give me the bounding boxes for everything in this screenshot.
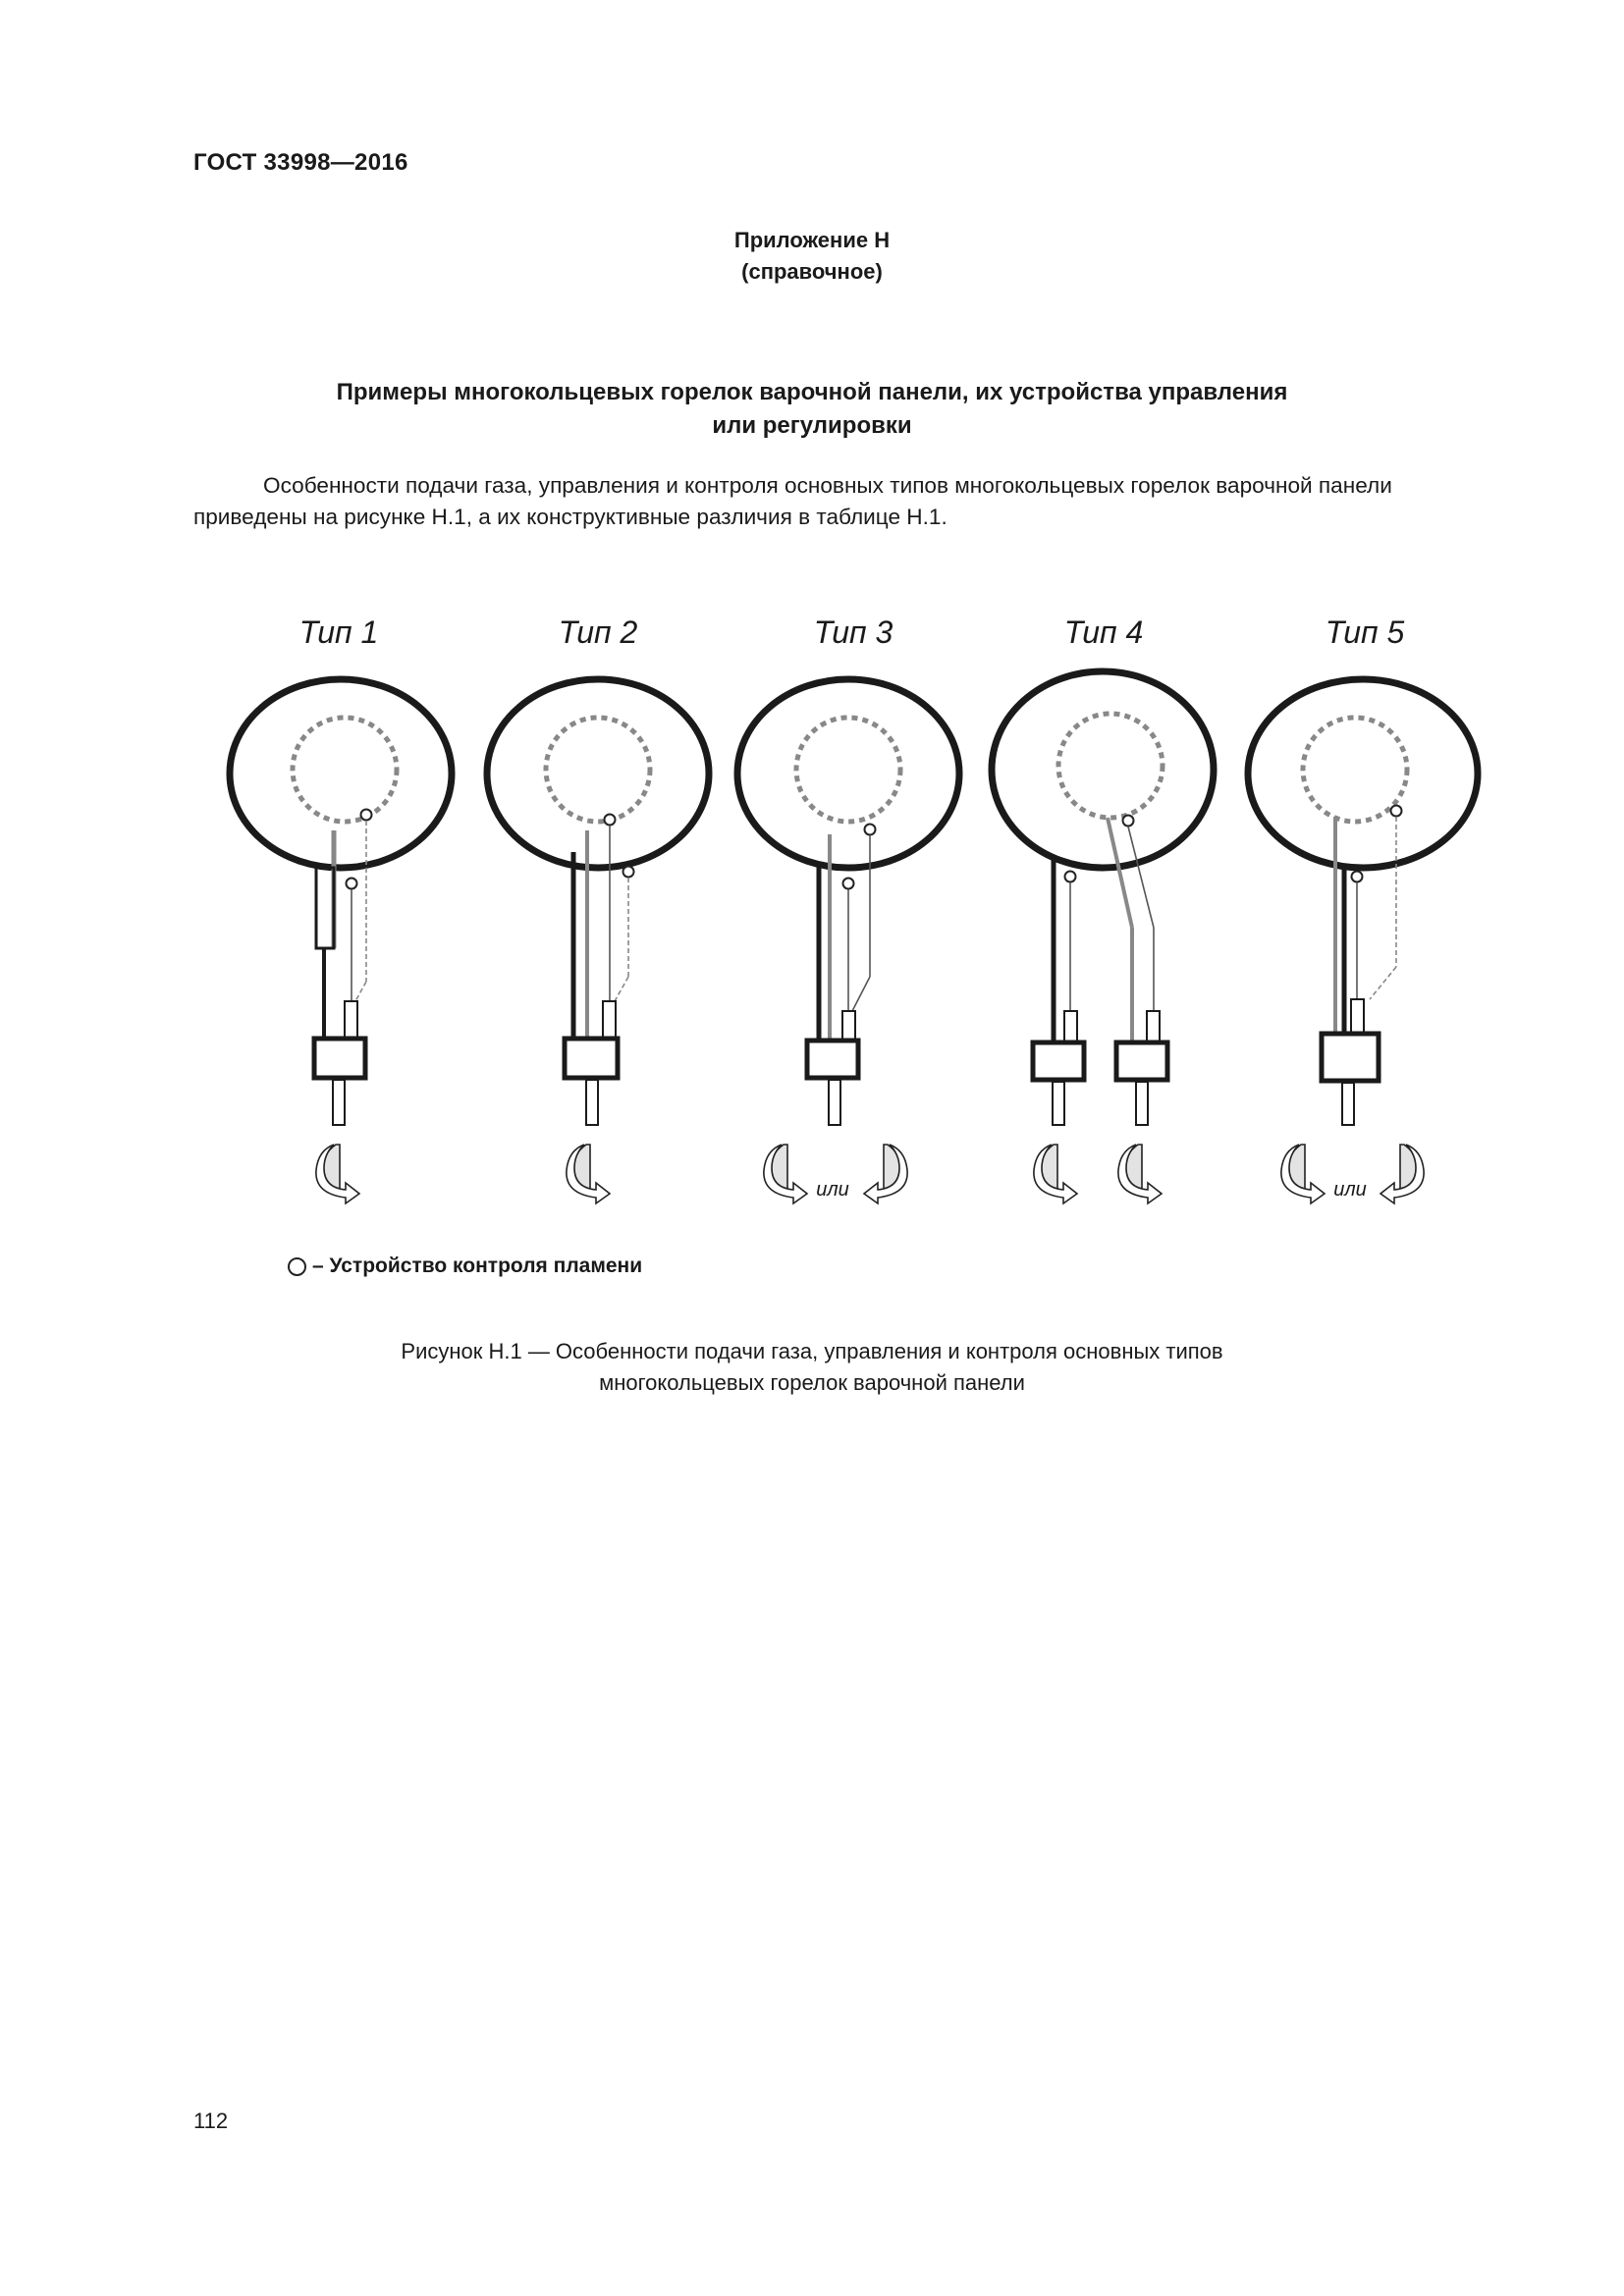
burner-type-5 (1248, 679, 1478, 1203)
burner-type-2 (487, 679, 709, 1203)
burner-type-4 (992, 671, 1214, 1203)
appendix-subtitle: (справочное) (741, 259, 883, 284)
legend-text: – Устройство контроля пламени (312, 1255, 643, 1277)
type-label-5: Тип 5 (1325, 614, 1405, 650)
or-label: или (816, 1179, 849, 1201)
outer-ring (737, 679, 959, 868)
burner-type-3 (737, 679, 959, 1203)
or-label: или (1333, 1179, 1367, 1201)
type-label-2: Тип 2 (558, 614, 638, 650)
rotate-ccw-icon (1281, 1145, 1325, 1203)
flame-control-icon (288, 1257, 306, 1276)
outer-ring (992, 671, 1214, 868)
section-title-line-1: Примеры многокольцевых горелок варочной панели, их устройства управления (336, 379, 1288, 405)
appendix-title: Приложение Н (733, 228, 891, 252)
outer-ring (1248, 679, 1478, 868)
outer-ring (230, 679, 452, 868)
page-number: 112 (193, 2109, 229, 2133)
rotate-ccw-icon (316, 1145, 359, 1203)
document-header: ГОСТ 33998—2016 (193, 149, 408, 176)
burner-type-1 (230, 679, 452, 1203)
type-label-3: Тип 3 (813, 614, 893, 650)
rotate-cw-icon (1380, 1145, 1424, 1203)
rotate-cw-icon (864, 1145, 907, 1203)
outer-ring (487, 679, 709, 868)
section-title-line-2: или регулировки (712, 412, 912, 439)
paragraph-line-1: Особенности подачи газа, управления и контроля основных типов многокольцевых горелок варочной панели (263, 473, 1392, 498)
figure-caption-line-2: многокольцевых горелок варочной панели (599, 1370, 1025, 1395)
type-label-1: Тип 1 (298, 614, 379, 650)
paragraph-line-2: приведены на рисунке Н.1, а их конструктивные различия в таблице Н.1. (193, 505, 947, 529)
rotate-ccw-icon (567, 1145, 610, 1203)
type-label-4: Тип 4 (1063, 614, 1144, 650)
rotate-ccw-icon (1034, 1145, 1077, 1203)
figure-caption-line-1: Рисунок Н.1 — Особенности подачи газа, управления и контроля основных типов (401, 1339, 1223, 1363)
figure-legend (288, 1255, 642, 1278)
rotate-ccw-icon (1118, 1145, 1162, 1203)
rotate-ccw-icon (764, 1145, 807, 1203)
